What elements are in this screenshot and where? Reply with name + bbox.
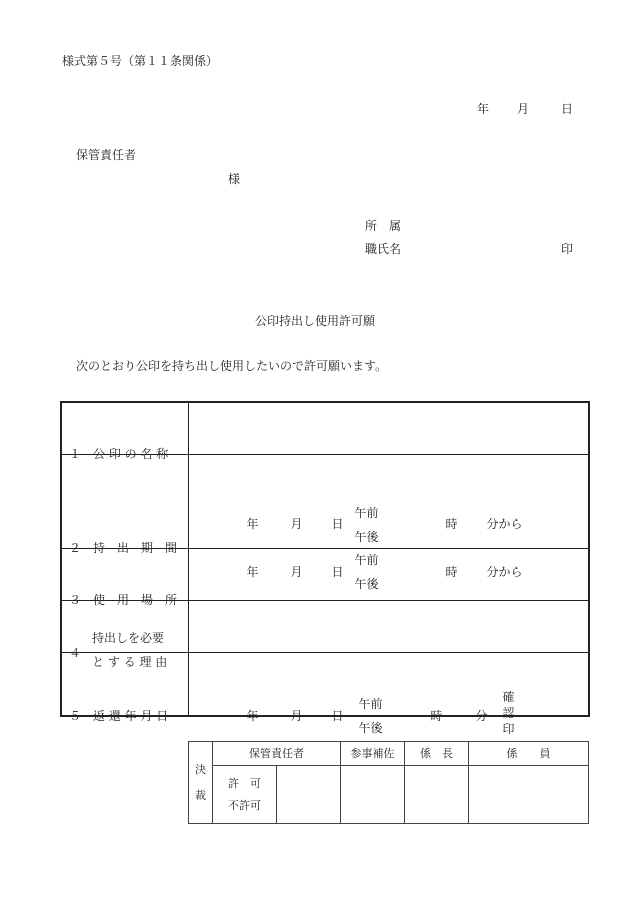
date-year-label: 年 (477, 102, 490, 116)
reason-label-cell (61, 600, 188, 669)
seal-name-input[interactable] (188, 402, 589, 454)
location-label: ３ 使 用 場 所 (69, 593, 178, 607)
decision-body-row (189, 766, 589, 824)
confirm-seal-label: 確 認 印 (502, 689, 515, 736)
decision-header-row (189, 742, 589, 766)
header-staff: 係 員 (469, 742, 589, 766)
period-label: ２ 持 出 期 間 (69, 541, 178, 555)
period-start-month: 月 (290, 517, 303, 531)
period-start-am: 午前 (354, 506, 379, 520)
table-row-period (61, 454, 589, 548)
return-am: 午前 (358, 696, 383, 711)
chief-seal-box[interactable] (405, 766, 469, 824)
addressee-title: 保管責任者 (76, 148, 137, 162)
period-end-day: 日 (331, 565, 344, 579)
date-day-label: 日 (561, 102, 574, 116)
header-custodian: 保管責任者 (213, 742, 341, 766)
return-year: 年 (246, 708, 259, 723)
header-chief: 係 長 (405, 742, 469, 766)
staff-seal-box[interactable] (469, 766, 589, 824)
period-end-hour: 時 (445, 565, 458, 579)
seal-name-label-cell (61, 402, 188, 462)
period-end-month: 月 (290, 565, 303, 579)
application-table (60, 401, 590, 736)
affiliation-label: 所 属 (365, 219, 402, 233)
period-start-pm: 午後 (354, 530, 379, 544)
seal-name-label: １ 公 印 の 名 称 (69, 447, 169, 462)
decision-side-label: 決 裁 (189, 742, 213, 824)
location-label-cell (61, 548, 188, 607)
reason-label-line1: 持出しを必要 (92, 631, 165, 645)
form-number: 様式第５号（第１１条関係） (62, 54, 219, 68)
period-end-minute: 分から (486, 565, 523, 579)
deny-option[interactable]: 不許可 (228, 798, 261, 812)
period-start-day: 日 (331, 517, 344, 531)
period-end-pm: 午後 (354, 577, 379, 591)
return-day: 日 (331, 708, 344, 723)
seal-mark: 印 (561, 242, 574, 256)
table-row-reason (61, 600, 589, 652)
period-input[interactable] (188, 454, 589, 591)
table-row-seal-name (61, 402, 589, 454)
period-start-minute: 分から (486, 517, 523, 531)
header-assistant: 参事補佐 (341, 742, 405, 766)
return-pm: 午後 (358, 720, 383, 735)
assistant-seal-box[interactable] (341, 766, 405, 824)
permit-options-cell[interactable] (213, 766, 277, 824)
date-month-label: 月 (517, 102, 530, 116)
return-minute: 分 (475, 708, 488, 723)
period-end-am: 午前 (354, 553, 379, 567)
return-month: 月 (290, 708, 303, 723)
document-title: 公印持出し使用許可願 (254, 314, 375, 328)
decision-table (188, 741, 589, 824)
reason-input[interactable] (188, 600, 589, 652)
reason-number: ４ (69, 646, 82, 660)
body-text: 次のとおり公印を持ち出し使用したいので許可願います。 (76, 359, 388, 373)
period-start-year: 年 (246, 517, 259, 531)
addressee-honorific: 様 (228, 172, 241, 186)
period-label-cell (61, 454, 188, 555)
return-input[interactable] (188, 652, 589, 736)
return-hour: 時 (430, 708, 443, 723)
name-label: 職氏名 (365, 242, 402, 256)
period-end-year: 年 (246, 565, 259, 579)
return-label: ５ 返 還 年 月 日 (69, 708, 169, 723)
permit-option[interactable]: 許 可 (228, 776, 261, 790)
period-start-hour: 時 (445, 517, 458, 531)
reason-label-line2: と す る 理 由 (92, 655, 168, 669)
custodian-seal-box[interactable] (277, 766, 341, 824)
